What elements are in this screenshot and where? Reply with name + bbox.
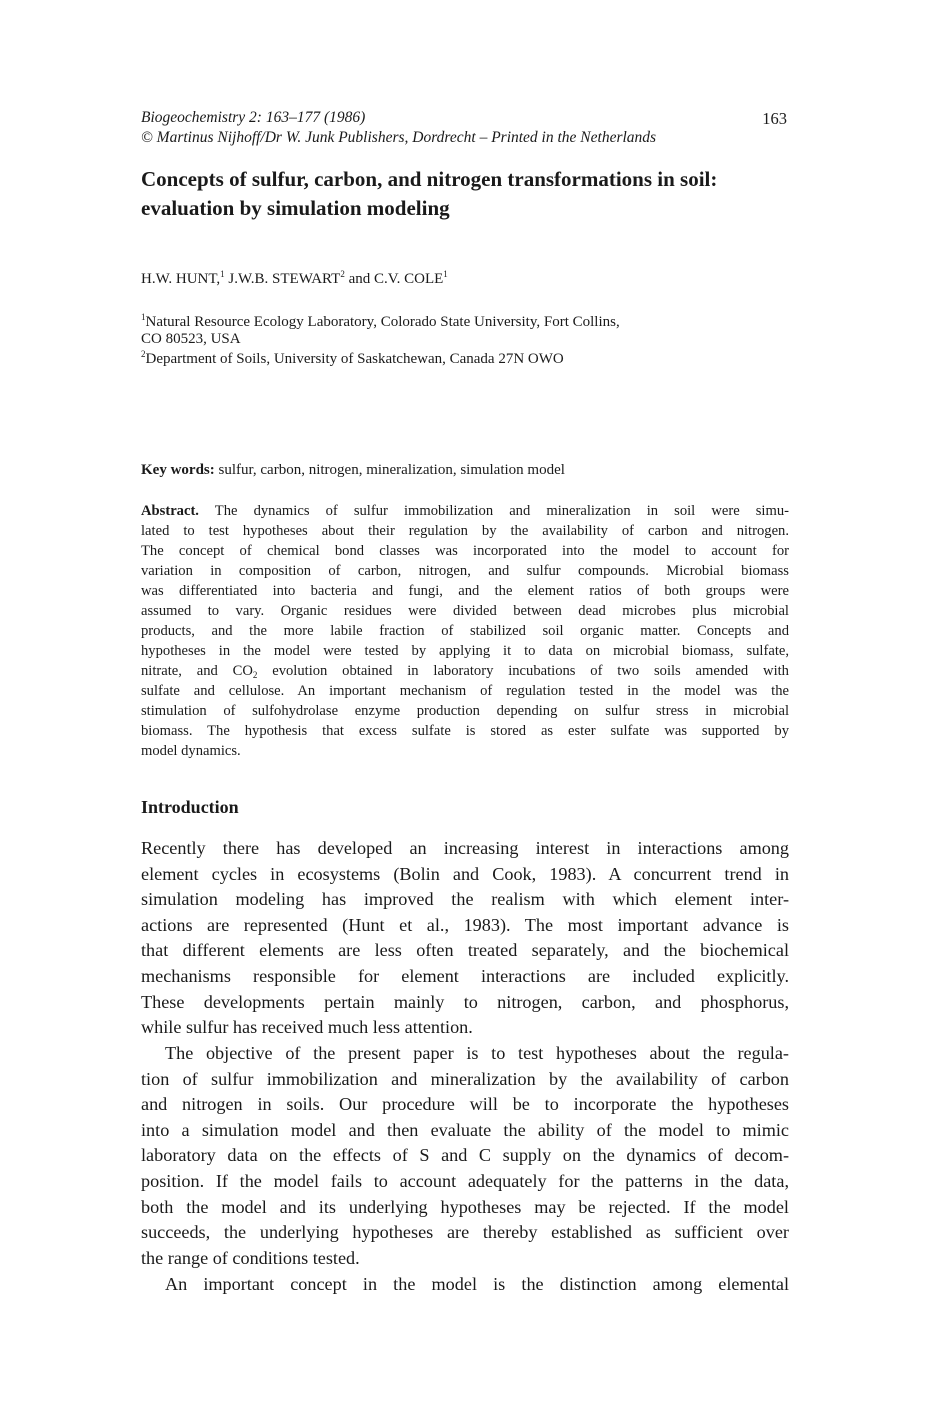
- title-line-1: Concepts of sulfur, carbon, and nitrogen transformations in soil:: [141, 167, 718, 191]
- title-line-2: evaluation by simulation modeling: [141, 196, 450, 220]
- body-line: The objective of the present paper is to test hypotheses about the regula-: [165, 1043, 789, 1063]
- body-line: succeeds, the underlying hypotheses are thereby established as sufficient over: [141, 1222, 789, 1243]
- abstract-line: The dynamics of sulfur immobilization and mineralization in soil were simu-: [214, 503, 789, 519]
- body-line: both the model and its underlying hypotheses may be rejected. If the model: [141, 1196, 789, 1217]
- body-line: the range of conditions tested.: [141, 1247, 360, 1268]
- abstract-line-co2: nitrate, and $CO_2$ evolution obtained in laboratory incubations of two soils amended with: [141, 663, 789, 680]
- abstract-line: lated to test hypotheses about their regulation by the availability of carbon and nitrogen.: [141, 523, 789, 539]
- body-line: mechanisms responsible for element interactions are included explicitly.: [141, 965, 789, 986]
- body-line: tion of sulfur immobilization and mineralization by the availability of carbon: [141, 1068, 789, 1089]
- co2-subscript: 2: [252, 670, 258, 680]
- abstract-line: The concept of chemical bond classes was incorporated into the model to account for: [141, 543, 789, 559]
- keywords-label: Key words:: [141, 462, 215, 478]
- affiliation-1: [141, 314, 791, 348]
- journal-publisher: © Martinus Nijhoff/Dr W. Junk Publishers, Dordrecht – Printed in the Netherlands: [141, 129, 657, 146]
- body-line: An important concept in the model is the distinction among elemental: [165, 1274, 789, 1294]
- section-heading-introduction: Introduction: [141, 797, 239, 817]
- affiliation-1-line-1: Natural Resource Ecology Laboratory, Colorado State University, Fort Collins,: [145, 314, 620, 330]
- journal-citation: Biogeochemistry 2: 163–177 (1986): [141, 109, 366, 126]
- affiliation-1-line-2: CO 80523, USA: [141, 331, 241, 347]
- affiliation-2: [141, 351, 791, 368]
- abstract: [141, 501, 789, 761]
- body-line: into a simulation model and then evaluate the ability of the model to mimic: [141, 1119, 789, 1140]
- keywords: [141, 462, 791, 479]
- author-1-affiliation-mark: 1: [220, 269, 225, 279]
- body-line: while sulfur has received much less attention.: [141, 1017, 473, 1038]
- keywords-text: sulfur, carbon, nitrogen, mineralization, simulation model: [218, 462, 565, 478]
- abstract-line: model dynamics.: [141, 743, 241, 759]
- body-line: Recently there has developed an increasing interest in interactions among: [141, 838, 789, 858]
- abstract-line: biomass. The hypothesis that excess sulfate is stored as ester sulfate was supported by: [141, 723, 789, 739]
- author-3-affiliation-mark: 1: [443, 269, 448, 279]
- author-1: H.W. HUNT,: [141, 271, 221, 287]
- body-line: simulation modeling has improved the realism with which element inter-: [141, 889, 789, 910]
- abstract-line: stimulation of sulfohydrolase enzyme production depending on sulfur stress in microbial: [141, 703, 789, 719]
- author-3: and C.V. COLE: [348, 271, 444, 287]
- author-2: J.W.B. STEWART: [228, 271, 341, 287]
- abstract-line: products, and the more labile fraction of stabilized soil organic matter. Concepts and: [141, 623, 789, 639]
- affiliation-2-mark: 2: [141, 349, 146, 359]
- body-line: laboratory data on the effects of S and C supply on the dynamics of decom-: [141, 1145, 789, 1166]
- body-line: position. If the model fails to account adequately for the patterns in the data,: [141, 1170, 789, 1191]
- body-line: element cycles in ecosystems (Bolin and Cook, 1983). A concurrent trend in: [141, 863, 789, 884]
- paper-title: [141, 165, 801, 223]
- journal-header: [141, 108, 791, 148]
- abstract-line: assumed to vary. Organic residues were divided between dead microbes plus microbial: [141, 603, 789, 619]
- introduction-paragraph-2: [141, 1041, 789, 1271]
- abstract-line: sulfate and cellulose. An important mechanism of regulation tested in the model was the: [141, 683, 789, 699]
- body-line: actions are represented (Hunt et al., 1983). The most important advance is: [141, 914, 789, 935]
- introduction-paragraph-1: [141, 836, 789, 1041]
- abstract-line: was differentiated into bacteria and fungi, and the element ratios of both groups were: [141, 583, 789, 599]
- affiliation-1-mark: 1: [141, 312, 146, 322]
- abstract-line: hypotheses in the model were tested by applying it to data on microbial biomass, sulfate,: [141, 643, 789, 659]
- page-number: 163: [762, 109, 787, 128]
- body-line: that different elements are less often treated separately, and the biochemical: [141, 940, 789, 961]
- affiliation-2-line-1: Department of Soils, University of Saskatchewan, Canada 27N OWO: [145, 351, 564, 367]
- author-list: [141, 271, 791, 288]
- abstract-label: Abstract.: [141, 503, 199, 519]
- introduction-paragraph-3: [141, 1272, 789, 1298]
- author-2-affiliation-mark: 2: [340, 269, 345, 279]
- body-line: and nitrogen in soils. Our procedure will be to incorporate the hypotheses: [141, 1094, 789, 1115]
- abstract-line: variation in composition of carbon, nitrogen, and sulfur compounds. Microbial biomass: [141, 563, 789, 579]
- body-line: These developments pertain mainly to nitrogen, carbon, and phosphorus,: [141, 991, 789, 1012]
